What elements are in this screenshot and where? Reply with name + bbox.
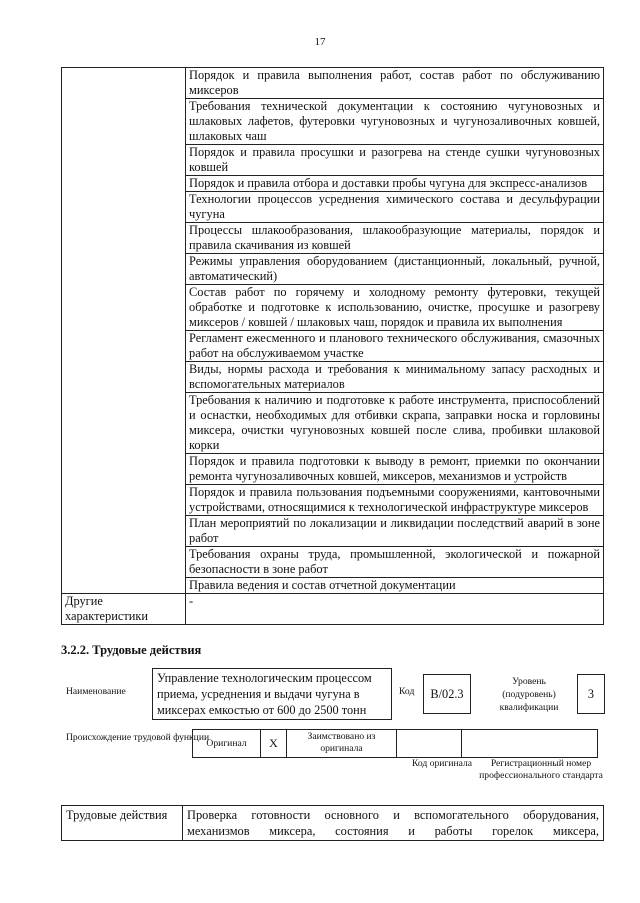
knowledge-item: Виды, нормы расхода и требования к минимальному запасу расходных и вспомогательных материалов <box>186 362 604 393</box>
code-original-cell <box>396 729 462 758</box>
origin-row <box>193 729 598 758</box>
original-mark: X <box>260 729 287 758</box>
required-knowledge-table <box>61 67 604 625</box>
function-name-label: Наименование <box>66 686 126 697</box>
labor-action-item: Проверка готовности основного и вспомогательного оборудования, механизмов миксера, состояния и работы горелок миксера, <box>183 806 604 841</box>
knowledge-item: Требования технической документации к состоянию чугуновозных и шлаковых лафетов, футеровки чугуновозных и чугунозаливочных ковшей, шлаковых чаш <box>186 99 604 145</box>
borrowed-label: Заимствовано из оригинала <box>286 729 397 758</box>
section-heading: 3.2.2. Трудовые действия <box>61 643 202 657</box>
knowledge-item: Режимы управления оборудованием (дистанционный, локальный, ручной, автоматический) <box>186 254 604 285</box>
qualification-level-label: Уровень (подуровень) квалификации <box>499 676 559 713</box>
labor-actions-table <box>61 805 604 841</box>
knowledge-item: Порядок и правила подготовки к выводу в ремонт, приемки по окончании ремонта чугунозаливочных ковшей, миксеров, механизмов и устройств <box>186 454 604 485</box>
original-label: Оригинал <box>192 729 261 758</box>
table-row <box>62 594 604 625</box>
other-characteristics-label: Другие характеристики <box>62 594 186 625</box>
labor-actions-label: Трудовые действия <box>62 806 183 841</box>
code-original-label: Код оригинала <box>411 758 473 769</box>
knowledge-item: Порядок и правила пользования подъемными сооружениями, кантовочными устройствами, относящимися к технологической инфраструктуре миксеров <box>186 485 604 516</box>
reg-number-label: Регистрационный номер профессионального стандарта <box>479 758 603 781</box>
knowledge-item: Порядок и правила выполнения работ, состав работ по обслуживанию миксеров <box>186 68 604 99</box>
knowledge-item: План мероприятий по локализации и ликвидации последствий аварий в зоне работ <box>186 516 604 547</box>
knowledge-item: Правила ведения и состав отчетной документации <box>186 578 604 594</box>
function-code-value: B/02.3 <box>423 674 471 714</box>
function-name-value: Управление технологическим процессом приема, усреднения и выдачи чугуна в миксерах емкостью от 600 до 2500 тонн <box>152 668 392 720</box>
table-row <box>62 806 604 841</box>
table-row <box>62 68 604 99</box>
function-code-label: Код <box>399 686 415 697</box>
qualification-level-value: 3 <box>577 674 605 714</box>
knowledge-item: Порядок и правила отбора и доставки пробы чугуна для экспресс-анализов <box>186 176 604 192</box>
origin-label: Происхождение трудовой функции <box>66 732 210 743</box>
knowledge-item: Требования к наличию и подготовке к работе инструмента, приспособлений и оснастки, необходимых для отбивки скрапа, заправки носка и горловины миксера, очистки чугуновозных ковшей после слива, пробивки шлаковой корки <box>186 393 604 454</box>
knowledge-item: Требования охраны труда, промышленной, экологической и пожарной безопасности в зоне работ <box>186 547 604 578</box>
knowledge-item: Состав работ по горячему и холодному ремонту футеровки, текущей обработке и подготовке к использованию, очистке, просушке и разогреву миксеров / ковшей / шлаковых чаш, порядок и правила их выполнения <box>186 285 604 331</box>
reg-number-cell <box>461 729 598 758</box>
knowledge-item: Технологии процессов усреднения химического состава и десульфурации чугуна <box>186 192 604 223</box>
knowledge-item: Регламент ежесменного и планового технического обслуживания, смазочных работ на обслуживаемом участке <box>186 331 604 362</box>
knowledge-item: Процессы шлакообразования, шлакообразующие материалы, порядок и правила скачивания из ковшей <box>186 223 604 254</box>
knowledge-label-cell <box>62 68 186 594</box>
page-number: 17 <box>314 36 326 48</box>
knowledge-item: Порядок и правила просушки и разогрева на стенде сушки чугуновозных ковшей <box>186 145 604 176</box>
other-characteristics-value: - <box>186 594 604 625</box>
